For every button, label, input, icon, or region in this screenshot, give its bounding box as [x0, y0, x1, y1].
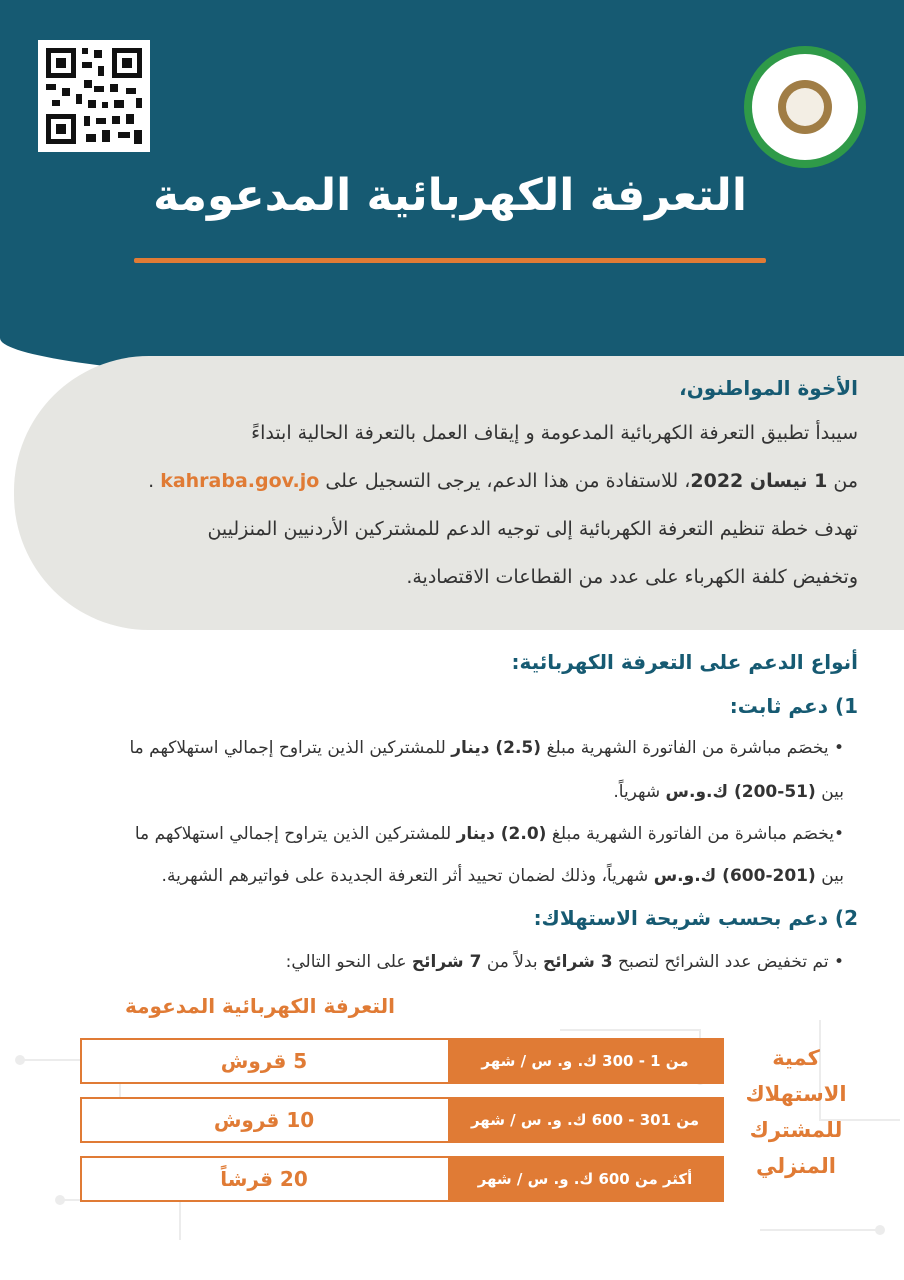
tariff-row-3-price: 20 قرشاً: [220, 1167, 308, 1191]
emrc-logo: [744, 46, 866, 168]
tariff-row-2-price: 10 قروش: [213, 1108, 315, 1132]
fixed-bullet-2-line-2: بين (201-600) ك.و.س شهرياً، وذلك لضمان تحييد أثر التعرفة الجديدة على فواتيرهم الشهرية.: [161, 866, 844, 886]
support-types-title: أنواع الدعم على التعرفة الكهربائية:: [511, 650, 858, 674]
start-date: 1 نيسان 2022: [690, 470, 828, 492]
registration-link[interactable]: kahraba.gov.jo: [160, 470, 320, 492]
tariff-row-3-range: أكثر من 600 ك. و. س / شهر: [448, 1158, 722, 1200]
tariff-row-3: [80, 1156, 724, 1202]
qr-code[interactable]: [38, 40, 150, 152]
title-underline: [134, 258, 766, 263]
consumption-side-label: كمية الاستهلاك للمشترك المنزلي: [745, 1046, 847, 1178]
tariff-row-2: [80, 1097, 724, 1143]
intro-line-2: من 1 نيسان 2022، للاستفادة من هذا الدعم، يرجى التسجيل على kahraba.gov.jo .: [148, 470, 858, 492]
fixed-bullet-1-line-1: • يخصَم مباشرة من الفاتورة الشهرية مبلغ (2.5) دينار للمشتركين الذين يتراوح إجمالي استهلاكهم ما: [129, 738, 844, 758]
greeting: الأخوة المواطنون،: [679, 376, 858, 400]
tiered-bullet: • تم تخفيض عدد الشرائح لتصبح 3 شرائح بدلاً من 7 شرائح على النحو التالي:: [285, 952, 844, 972]
tariff-row-1-price: 5 قروش: [220, 1049, 308, 1073]
intro-line-3: تهدف خطة تنظيم التعرفة الكهربائية إلى توجيه الدعم للمشتركين الأردنيين المنزليين: [207, 518, 858, 540]
fixed-bullet-1-line-2: بين (51-200) ك.و.س شهرياً.: [613, 782, 844, 802]
fixed-support-heading: 1) دعم ثابت:: [729, 694, 858, 718]
page-title: التعرفة الكهربائية المدعومة: [153, 170, 747, 221]
intro-line-1: سيبدأ تطبيق التعرفة الكهربائية المدعومة و إيقاف العمل بالتعرفة الحالية ابتداءً: [251, 422, 858, 444]
tariff-row-1-range: من 1 - 300 ك. و. س / شهر: [448, 1040, 722, 1082]
tariff-row-2-range: من 301 - 600 ك. و. س / شهر: [448, 1099, 722, 1141]
tiered-support-heading: 2) دعم بحسب شريحة الاستهلاك:: [533, 906, 858, 930]
intro-line-4: وتخفيض كلفة الكهرباء على عدد من القطاعات الاقتصادية.: [406, 566, 858, 588]
tariff-row-1: [80, 1038, 724, 1084]
tariff-table-title: التعرفة الكهربائية المدعومة: [125, 994, 395, 1018]
fixed-bullet-2-line-1: •يخصَم مباشرة من الفاتورة الشهرية مبلغ (2.0) دينار للمشتركين الذين يتراوح إجمالي استهلاكهم ما: [134, 824, 844, 844]
